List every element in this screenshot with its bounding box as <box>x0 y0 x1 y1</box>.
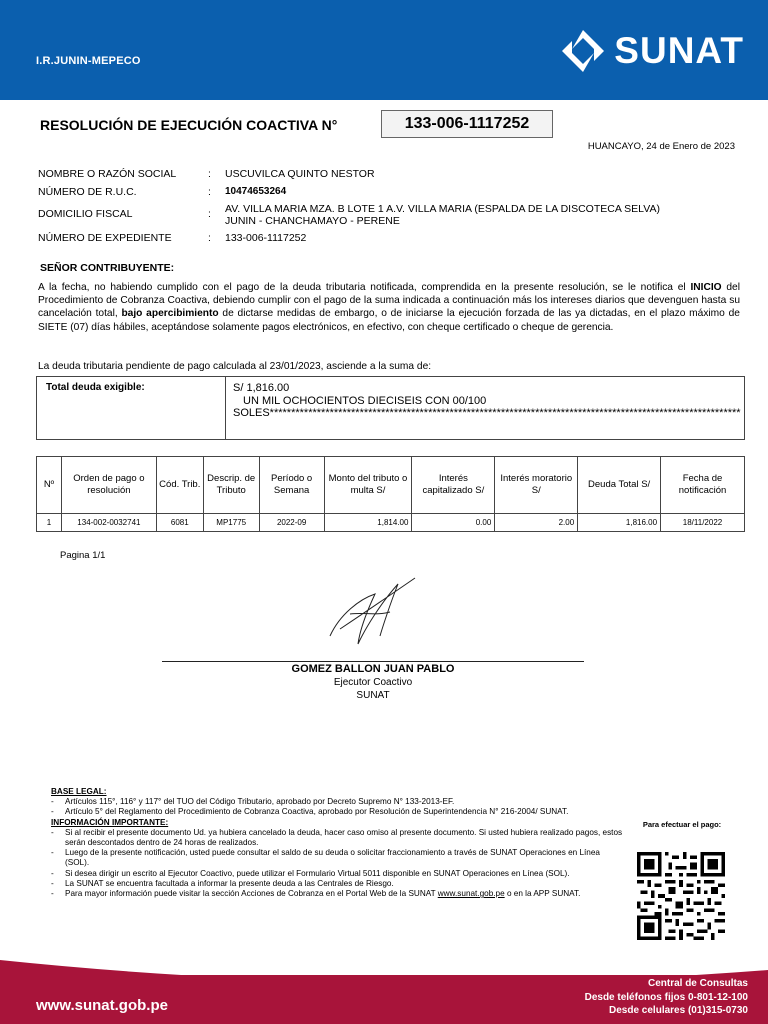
sunat-portal-link[interactable]: www.sunat.gob.pe <box>437 889 505 899</box>
contact-landline: Desde teléfonos fijos 0-801-12-100 <box>584 991 748 1003</box>
legal-section <box>51 787 624 899</box>
file-label: NÚMERO DE EXPEDIENTE <box>38 232 172 244</box>
ruc-label: NÚMERO DE R.U.C. <box>38 186 137 198</box>
cell: 1,814.00 <box>324 514 412 532</box>
info-title: INFORMACIÓN IMPORTANTE: <box>51 817 169 827</box>
list-item: - Artículos 115°, 116° y 117° del TUO del Código Tributario, aprobado por Decreto Supremo N° 133-2013-EF. <box>51 797 624 807</box>
contact-mobile: Desde celulares (01)315-0730 <box>609 1005 748 1016</box>
amount-currency: SOLES************************************************************************************************************** <box>233 407 741 419</box>
base-legal-list <box>51 797 624 817</box>
list-item <box>51 889 624 899</box>
col-header: Descrip. de Tributo <box>203 457 259 514</box>
signer-role: Ejecutor Coactivo <box>333 677 413 688</box>
address-line-2: JUNIN - CHANCHAMAYO - PERENE <box>225 215 400 227</box>
sunat-logo <box>560 28 744 74</box>
header-bar <box>0 0 768 100</box>
col-header: Monto del tributo o multa S/ <box>324 457 412 514</box>
notice-paragraph <box>38 281 740 334</box>
regional-office: I.R.JUNIN-MEPECO <box>36 55 141 67</box>
col-header: Cód. Trib. <box>156 457 203 514</box>
resolution-title: RESOLUCIÓN DE EJECUCIÓN COACTIVA N° <box>40 117 338 133</box>
taxpayer-name: USCUVILCA QUINTO NESTOR <box>225 168 375 180</box>
info-list <box>51 828 624 899</box>
list-item: - La SUNAT se encuentra facultada a informar la presente deuda a las Centrales de Riesgo. <box>51 879 624 889</box>
cell: 1,816.00 <box>578 514 661 532</box>
file-number: 133-006-1117252 <box>225 232 307 244</box>
signature-stroke <box>330 578 415 644</box>
cell: 2022-09 <box>259 514 324 532</box>
brand-wordmark: SUNAT <box>614 30 744 71</box>
list-item: - Luego de la presente notificación, usted puede consultar el saldo de su deuda o solicitar fraccionamiento a través de SUNAT Operaciones en Línea (SOL). <box>51 848 624 868</box>
pending-debt-text: La deuda tributaria pendiente de pago calculada al 23/01/2023, asciende a la suma de: <box>38 361 432 372</box>
amount-in-words: UN MIL OCHOCIENTOS DIECISEIS CON 00/100 <box>243 395 487 407</box>
contact-title: Central de Consultas <box>647 978 748 989</box>
col-header: Orden de pago o resolución <box>61 457 156 514</box>
table-row <box>37 514 745 532</box>
name-label: NOMBRE O RAZÓN SOCIAL <box>38 168 177 180</box>
signer-name: GOMEZ BALLON JUAN PABLO <box>291 663 455 675</box>
signature-line <box>162 661 584 662</box>
cell: 6081 <box>156 514 203 532</box>
greeting: SEÑOR CONTRIBUYENTE: <box>40 262 175 274</box>
place-date: HUANCAYO, 24 de Enero de 2023 <box>587 141 735 152</box>
total-label: Total deuda exigible: <box>46 382 145 393</box>
colon: : <box>208 208 211 220</box>
address-line-1: AV. VILLA MARIA MZA. B LOTE 1 A.V. VILLA MARIA (ESPALDA DE LA DISCOTECA SELVA) <box>225 203 660 215</box>
qr-code-icon[interactable] <box>637 852 725 940</box>
page-indicator: Pagina 1/1 <box>60 550 106 561</box>
col-header: Nº <box>37 457 62 514</box>
notice-bold-1: INICIO <box>690 282 722 293</box>
notice-text-2: del Procedimiento de Cobranza Coactiva, debiendo cumplir con el pago de la suma indicada a continuación más los intereses diarios que devenguen hasta su cancelación total, <box>38 282 740 320</box>
sunat-emblem-icon <box>560 28 606 74</box>
cell: 1 <box>37 514 62 532</box>
cell: MP1775 <box>203 514 259 532</box>
cell: 134-002-0032741 <box>61 514 156 532</box>
col-header: Período o Semana <box>259 457 324 514</box>
footer-bar <box>0 975 768 1024</box>
footer-website[interactable]: www.sunat.gob.pe <box>36 997 168 1014</box>
colon: : <box>208 232 211 244</box>
list-item: - Si desea dirigir un escrito al Ejecutor Coactivo, puede utilizar el Formulario Virtual 5011 disponible en SUNAT Operaciones en Línea (SOL). <box>51 869 624 879</box>
info-text: o en la APP SUNAT. <box>506 889 581 899</box>
col-header: Interés moratorio S/ <box>495 457 578 514</box>
list-item: - Artículo 5° del Reglamento del Procedimiento de Cobranza Coactiva, aprobado por Resolución de Superintendencia N° 216-2004/ SUNAT. <box>51 807 624 817</box>
col-header: Interés capitalizado S/ <box>412 457 495 514</box>
total-debt-box <box>36 376 745 440</box>
signer-org: SUNAT <box>356 690 390 701</box>
payment-label: Para efectuar el pago: <box>642 820 722 829</box>
colon: : <box>208 186 211 198</box>
total-amount: S/ 1,816.00 <box>233 382 290 394</box>
notice-bold-2: bajo apercibimiento <box>121 308 219 320</box>
notice-text-1: A la fecha, no habiendo cumplido con el pago de la deuda tributaria notificada, comprendida en la presente resolución, se le notifica el <box>38 282 686 293</box>
table-header-row <box>37 457 745 514</box>
col-header: Deuda Total S/ <box>578 457 661 514</box>
list-item: - Si al recibir el presente documento Ud. ya hubiera cancelado la deuda, hacer caso omiso al presente documento. Si usted hubiera realizado pagos, estos serán descontados dentro de 24 horas de realizados. <box>51 828 624 848</box>
debt-detail-table <box>36 456 745 532</box>
ruc-value: 10474653264 <box>225 186 287 197</box>
resolution-number: 133-006-1117252 <box>381 110 553 138</box>
cell: 2.00 <box>495 514 578 532</box>
base-legal-title: BASE LEGAL: <box>51 787 107 796</box>
cell: 18/11/2022 <box>661 514 745 532</box>
cell: 0.00 <box>412 514 495 532</box>
info-text: Para mayor información puede visitar la sección Acciones de Cobranza en el Portal Web de la SUNAT <box>65 889 436 899</box>
contact-center <box>585 977 748 1018</box>
divider <box>225 377 226 439</box>
colon: : <box>208 168 211 180</box>
notice-text-3: de dictarse medidas de embargo, o de iniciarse la ejecución forzada de las ya dictadas, en el plazo máximo de SIETE (07) días hábiles, aceptándose solamente pagos electrónicos, en efectivo, con cheque certificado o cheque de gerencia. <box>38 308 740 333</box>
handwritten-signature <box>320 574 420 654</box>
address-label: DOMICILIO FISCAL <box>38 208 133 220</box>
col-header: Fecha de notificación <box>661 457 745 514</box>
